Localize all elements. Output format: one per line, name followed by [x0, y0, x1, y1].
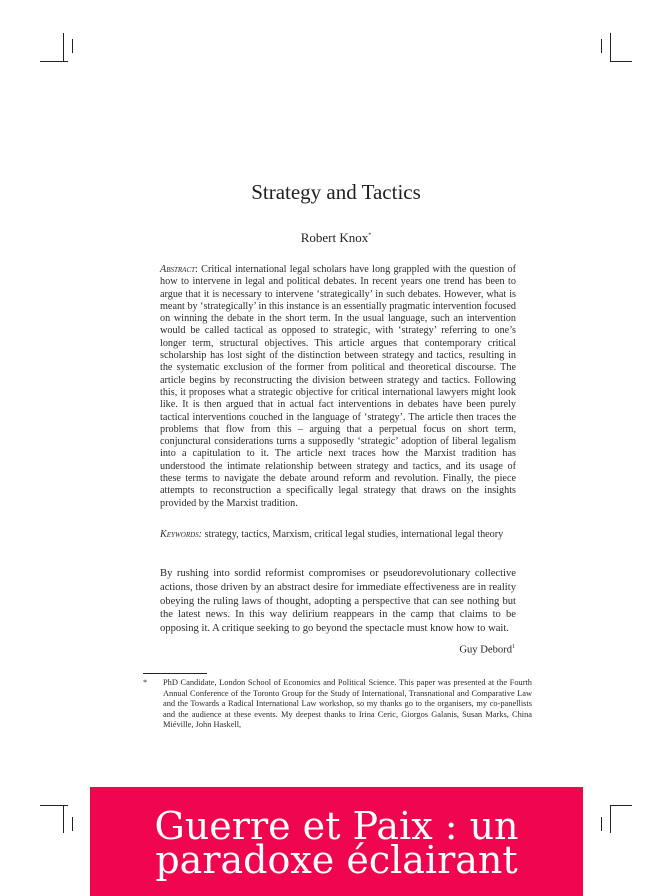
crop-mark-top-right [597, 33, 637, 73]
epigraph-footnote-mark: 1 [512, 644, 515, 650]
keywords [160, 528, 516, 542]
keywords-label: Keywords: [160, 529, 203, 540]
banner-line-1: Guerre et Paix : un [154, 804, 519, 848]
crop-mark-bottom-right [597, 805, 637, 845]
footnote [143, 678, 532, 731]
footnote-text: PhD Candidate, London School of Economics and Political Science. This paper was presented at the Fourth Annual Conference of the Toronto Group for the Study of International, Transnational and Comparative Law and the Towards a Radical International Law workshop, so my thanks go to the organisers, my co-panellists and the audience at these events. My deepest thanks to Irina Ceric, Giorgos Galanis, Susan Marks, China Miéville, John Haskell, [163, 678, 532, 730]
epigraph: By rushing into sordid reformist compromises or pseudorevolutionary collective actions, those driven by an abstract desire for immediate effectiveness are in reality obeying the ruling laws of thought, adopting a perspective that can see nothing but the latest news. In this way delirium reappears in the camp that claims to be opposing it. A critique seeking to go beyond the spectacle must know how to wait. [160, 568, 516, 635]
author-name: Robert Knox [300, 230, 369, 245]
abstract [160, 264, 516, 510]
banner-line-2: paradoxe éclairant [155, 838, 518, 882]
overlay-banner [90, 787, 583, 896]
epigraph-author: Guy Debord [459, 644, 512, 656]
author-line [0, 230, 672, 246]
author-footnote-mark: * [368, 232, 372, 239]
footnote-divider [143, 673, 207, 674]
abstract-text: : Critical international legal scholars have long grappled with the question of how to intervene in legal and political debates. In recent years one trend has been to argue that it is necessary to intervene ‘strategically’ in such debates. However, what is meant by ‘strategically’ in this instance is an essentially pragmatic intervention focused on winning the debate in the short term. In the usual language, such an intervention would be called tactical as opposed to strategic, with ‘strategy’ referring to one’s longer term, structural objectives. This article argues that contemporary critical scholarship has lost sight of the distinction between strategy and tactics, resulting in the systematic exclusion of the former from political and theoretical discourse. The article begins by reconstructing the division between strategy and tactics. Following this, it proposes what a strategic objective for critical international lawyers might look like. It is then argued that in actual fact interventions in debates have been purely tactical interventions couched in the language of ‘strategy’. The article then traces the problems that flow from this – arguing that a perpetual focus on short term, conjunctural considerations turns a supposedly ‘strategic’ adoption of liberal legalism into a capitulation to it. The article next traces how the Marxist tradition has understood the intimate relationship between strategy and tactics, and its usage of these terms to navigate the debate around reform and revolution. Finally, the piece attempts to reconstruction a specifically legal strategy that draws on the insights provided by the Marxist tradition. [160, 264, 516, 509]
abstract-label: Abstract [160, 264, 196, 275]
footnote-mark: * [143, 678, 148, 687]
crop-mark-bottom-left [40, 805, 80, 845]
epigraph-attribution [459, 644, 515, 656]
paper-title: Strategy and Tactics [251, 180, 421, 204]
crop-mark-top-left [40, 33, 80, 73]
keywords-text: strategy, tactics, Marxism, critical legal studies, international legal theory [202, 529, 504, 540]
